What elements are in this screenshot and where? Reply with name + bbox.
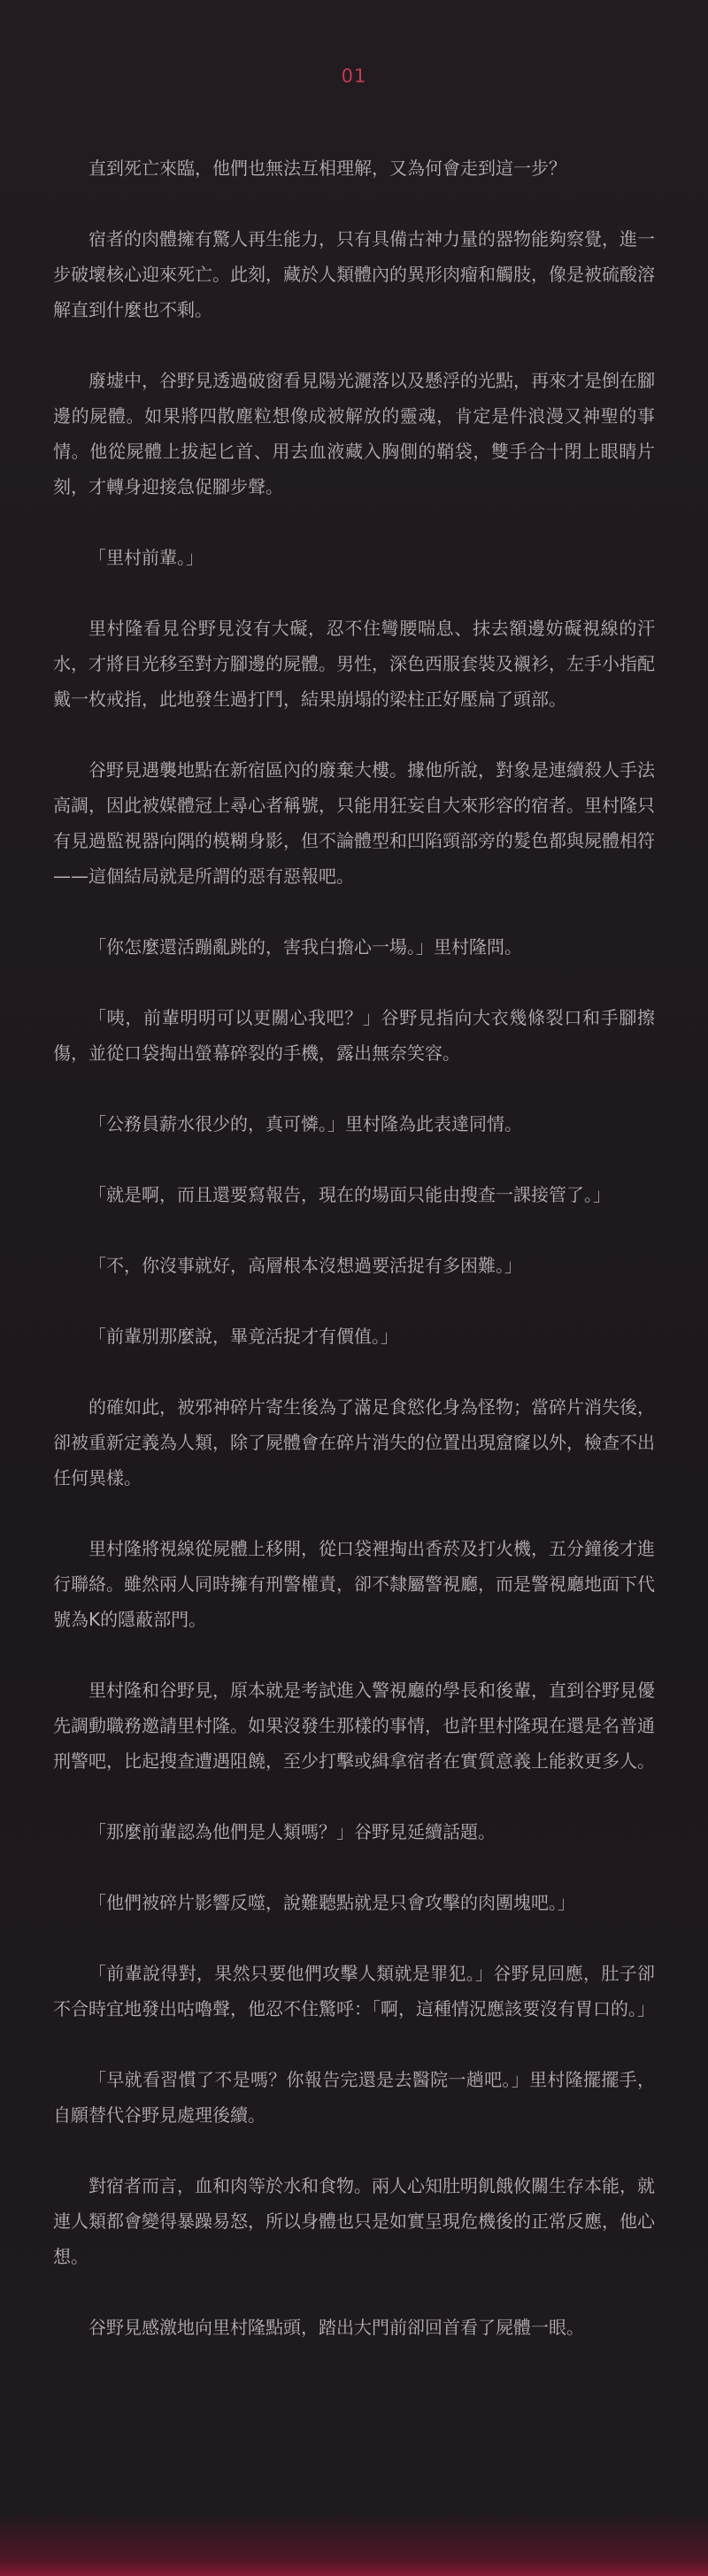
chapter-number: 01 <box>341 65 367 87</box>
story-body <box>53 150 655 2380</box>
story-paragraph: 「公務員薪水很少的，真可憐。」里村隆為此表達同情。 <box>88 1113 522 1134</box>
story-paragraph: 「里村前輩。」 <box>88 547 204 568</box>
bottom-glow <box>0 2514 708 2576</box>
story-paragraph: 里村隆將視線從屍體上移開，從口袋裡掏出香菸及打火機，五分鐘後才進行聯絡。雖然兩人同時擁有刑警權責，卻不隸屬警視廳，而是警視廳地面下代號為K的隱蔽部門。 <box>53 1538 655 1630</box>
story-paragraph: 宿者的肉體擁有驚人再生能力，只有具備古神力量的器物能夠察覺，進一步破壞核心迎來死亡。此刻，藏於人類體內的異形肉瘤和觸肢，像是被硫酸溶解直到什麼也不剩。 <box>53 228 655 320</box>
story-paragraph: 谷野見遇襲地點在新宿區內的廢棄大樓。據他所說，對象是連續殺人手法高調，因此被媒體冠上尋心者稱號，只能用狂妄自大來形容的宿者。里村隆只有見過監視器向隅的模糊身影，但不論體型和凹陷頸部旁的髮色都與屍體相符——這個結局就是所謂的惡有惡報吧。 <box>53 759 655 887</box>
story-paragraph: 谷野見感激地向里村隆點頭，踏出大門前卻回首看了屍體一眼。 <box>88 2317 584 2338</box>
story-paragraph: 的確如此，被邪神碎片寄生後為了滿足食慾化身為怪物；當碎片消失後，卻被重新定義為人類，除了屍體會在碎片消失的位置出現窟窿以外，檢查不出任何異樣。 <box>53 1396 655 1488</box>
story-paragraph: 對宿者而言，血和肉等於水和食物。兩人心知肚明飢餓攸關生存本能，就連人類都會變得暴躁易怒，所以身體也只是如實呈現危機後的正常反應，他心想。 <box>53 2175 655 2267</box>
story-paragraph: 「前輩別那麼說，畢竟活捉才有價值。」 <box>88 1326 398 1347</box>
story-paragraph: 「你怎麼還活蹦亂跳的，害我白擔心一場。」里村隆問。 <box>88 936 522 957</box>
story-paragraph: 里村隆看見谷野見沒有大礙，忍不住彎腰喘息、抹去額邊妨礙視線的汗水，才將目光移至對方腳邊的屍體。男性，深色西服套裝及襯衫，左手小指配戴一枚戒指，此地發生過打鬥，結果崩塌的梁柱正好壓扁了頭部。 <box>53 618 655 710</box>
story-paragraph: 廢墟中，谷野見透過破窗看見陽光灑落以及懸浮的光點，再來才是倒在腳邊的屍體。如果將四散塵粒想像成被解放的靈魂，肯定是件浪漫又神聖的事情。他從屍體上拔起匕首、用去血液藏入胸側的鞘袋，雙手合十閉上眼睛片刻，才轉身迎接急促腳步聲。 <box>53 370 655 497</box>
story-paragraph: 「不，你沒事就好，高層根本沒想過要活捉有多困難。」 <box>88 1255 522 1276</box>
story-paragraph: 里村隆和谷野見，原本就是考試進入警視廳的學長和後輩，直到谷野見優先調動職務邀請里村隆。如果沒發生那樣的事情，也許里村隆現在還是名普通刑警吧，比起搜查遭遇阻饒，至少打擊或緝拿宿者在實質意義上能救更多人。 <box>53 1680 655 1772</box>
story-paragraph: 直到死亡來臨，他們也無法互相理解，又為何會走到這一步？ <box>88 158 566 179</box>
story-paragraph: 「前輩說得對，果然只要他們攻擊人類就是罪犯。」谷野見回應，肚子卻不合時宜地發出咕嚕聲，他忍不住驚呼：「啊，這種情況應該要沒有胃口的。」 <box>53 1963 655 2019</box>
story-paragraph: 「咦，前輩明明可以更關心我吧？」谷野見指向大衣幾條裂口和手腳擦傷，並從口袋掏出螢幕碎裂的手機，露出無奈笑容。 <box>53 1007 655 1064</box>
story-paragraph: 「早就看習慣了不是嗎？你報告完還是去醫院一趟吧。」里村隆擺擺手，自願替代谷野見處理後續。 <box>53 2069 655 2126</box>
story-paragraph: 「就是啊，而且還要寫報告，現在的場面只能由搜查一課接管了。」 <box>88 1184 611 1205</box>
story-paragraph: 「他們被碎片影響反噬，說難聽點就是只會攻擊的肉團塊吧。」 <box>88 1892 575 1913</box>
story-paragraph: 「那麼前輩認為他們是人類嗎？」谷野見延續話題。 <box>88 1821 496 1842</box>
